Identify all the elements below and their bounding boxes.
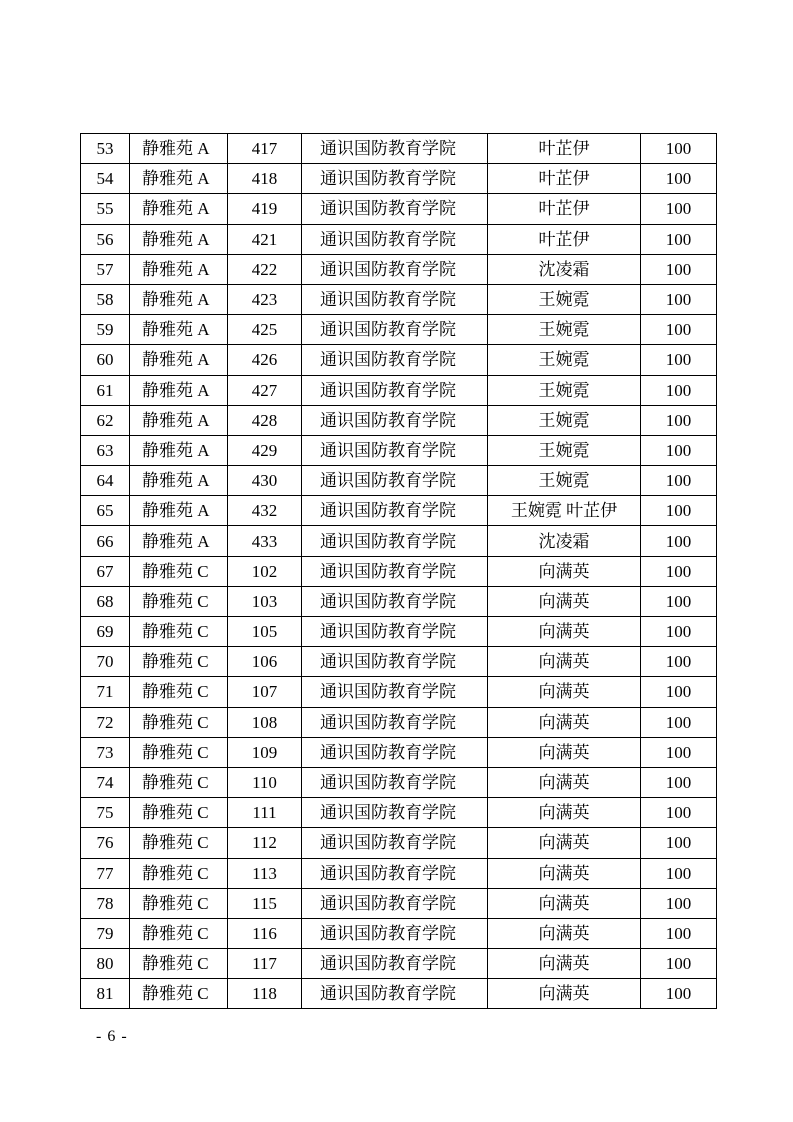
college-cell: 通识国防教育学院	[302, 918, 488, 948]
counselor-cell: 叶芷伊	[488, 134, 641, 164]
counselor-cell: 向满英	[488, 828, 641, 858]
score-cell: 100	[641, 677, 717, 707]
counselor-cell: 王婉霓	[488, 345, 641, 375]
college-cell: 通识国防教育学院	[302, 194, 488, 224]
row-number-cell: 69	[81, 617, 130, 647]
college-cell: 通识国防教育学院	[302, 707, 488, 737]
score-cell: 100	[641, 828, 717, 858]
college-cell: 通识国防教育学院	[302, 496, 488, 526]
building-cell: 静雅苑 C	[130, 828, 228, 858]
page-number: - 6 -	[96, 1028, 128, 1045]
score-cell: 100	[641, 617, 717, 647]
table-row	[81, 918, 717, 948]
table-row	[81, 405, 717, 435]
counselor-cell: 王婉霓	[488, 435, 641, 465]
counselor-cell: 向满英	[488, 737, 641, 767]
room-number-cell: 105	[228, 617, 302, 647]
room-number-cell: 106	[228, 647, 302, 677]
room-number-cell: 116	[228, 918, 302, 948]
dormitory-score-table	[80, 133, 717, 1009]
table-row	[81, 767, 717, 797]
building-cell: 静雅苑 A	[130, 194, 228, 224]
table-row	[81, 707, 717, 737]
table-row	[81, 224, 717, 254]
score-cell: 100	[641, 767, 717, 797]
college-cell: 通识国防教育学院	[302, 466, 488, 496]
table-row	[81, 315, 717, 345]
row-number-cell: 56	[81, 224, 130, 254]
college-cell: 通识国防教育学院	[302, 979, 488, 1009]
score-cell: 100	[641, 556, 717, 586]
building-cell: 静雅苑 C	[130, 617, 228, 647]
room-number-cell: 113	[228, 858, 302, 888]
college-cell: 通识国防教育学院	[302, 858, 488, 888]
counselor-cell: 向满英	[488, 647, 641, 677]
college-cell: 通识国防教育学院	[302, 767, 488, 797]
row-number-cell: 70	[81, 647, 130, 677]
room-number-cell: 428	[228, 405, 302, 435]
row-number-cell: 67	[81, 556, 130, 586]
counselor-cell: 向满英	[488, 798, 641, 828]
college-cell: 通识国防教育学院	[302, 375, 488, 405]
counselor-cell: 向满英	[488, 949, 641, 979]
score-cell: 100	[641, 224, 717, 254]
counselor-cell: 叶芷伊	[488, 194, 641, 224]
row-number-cell: 78	[81, 888, 130, 918]
counselor-cell: 王婉霓	[488, 315, 641, 345]
college-cell: 通识国防教育学院	[302, 677, 488, 707]
score-cell: 100	[641, 526, 717, 556]
room-number-cell: 422	[228, 254, 302, 284]
table-row	[81, 496, 717, 526]
score-cell: 100	[641, 164, 717, 194]
counselor-cell: 叶芷伊	[488, 224, 641, 254]
row-number-cell: 59	[81, 315, 130, 345]
room-number-cell: 111	[228, 798, 302, 828]
row-number-cell: 63	[81, 435, 130, 465]
building-cell: 静雅苑 A	[130, 284, 228, 314]
score-cell: 100	[641, 134, 717, 164]
building-cell: 静雅苑 A	[130, 496, 228, 526]
row-number-cell: 60	[81, 345, 130, 375]
score-cell: 100	[641, 949, 717, 979]
score-cell: 100	[641, 375, 717, 405]
counselor-cell: 叶芷伊	[488, 164, 641, 194]
score-cell: 100	[641, 737, 717, 767]
building-cell: 静雅苑 A	[130, 315, 228, 345]
row-number-cell: 61	[81, 375, 130, 405]
college-cell: 通识国防教育学院	[302, 284, 488, 314]
college-cell: 通识国防教育学院	[302, 828, 488, 858]
score-cell: 100	[641, 647, 717, 677]
room-number-cell: 425	[228, 315, 302, 345]
table-row	[81, 134, 717, 164]
table-row	[81, 949, 717, 979]
room-number-cell: 430	[228, 466, 302, 496]
table-row	[81, 617, 717, 647]
room-number-cell: 427	[228, 375, 302, 405]
counselor-cell: 向满英	[488, 767, 641, 797]
building-cell: 静雅苑 C	[130, 647, 228, 677]
building-cell: 静雅苑 A	[130, 435, 228, 465]
row-number-cell: 74	[81, 767, 130, 797]
building-cell: 静雅苑 C	[130, 858, 228, 888]
room-number-cell: 112	[228, 828, 302, 858]
building-cell: 静雅苑 A	[130, 224, 228, 254]
table-row	[81, 828, 717, 858]
row-number-cell: 81	[81, 979, 130, 1009]
score-cell: 100	[641, 707, 717, 737]
building-cell: 静雅苑 C	[130, 979, 228, 1009]
score-cell: 100	[641, 888, 717, 918]
college-cell: 通识国防教育学院	[302, 526, 488, 556]
table-row	[81, 526, 717, 556]
room-number-cell: 418	[228, 164, 302, 194]
table-row	[81, 194, 717, 224]
table-row	[81, 586, 717, 616]
room-number-cell: 108	[228, 707, 302, 737]
row-number-cell: 79	[81, 918, 130, 948]
building-cell: 静雅苑 A	[130, 134, 228, 164]
room-number-cell: 423	[228, 284, 302, 314]
counselor-cell: 向满英	[488, 556, 641, 586]
row-number-cell: 75	[81, 798, 130, 828]
building-cell: 静雅苑 C	[130, 798, 228, 828]
score-cell: 100	[641, 858, 717, 888]
row-number-cell: 72	[81, 707, 130, 737]
building-cell: 静雅苑 C	[130, 556, 228, 586]
table-row	[81, 466, 717, 496]
counselor-cell: 向满英	[488, 617, 641, 647]
row-number-cell: 76	[81, 828, 130, 858]
counselor-cell: 王婉霓 叶芷伊	[488, 496, 641, 526]
table-body	[81, 134, 717, 1009]
building-cell: 静雅苑 C	[130, 737, 228, 767]
row-number-cell: 64	[81, 466, 130, 496]
counselor-cell: 向满英	[488, 918, 641, 948]
row-number-cell: 57	[81, 254, 130, 284]
score-cell: 100	[641, 315, 717, 345]
table-row	[81, 254, 717, 284]
counselor-cell: 向满英	[488, 888, 641, 918]
row-number-cell: 71	[81, 677, 130, 707]
counselor-cell: 王婉霓	[488, 375, 641, 405]
score-cell: 100	[641, 798, 717, 828]
table-row	[81, 345, 717, 375]
counselor-cell: 沈凌霜	[488, 254, 641, 284]
table-row	[81, 677, 717, 707]
row-number-cell: 68	[81, 586, 130, 616]
score-cell: 100	[641, 979, 717, 1009]
table-row	[81, 435, 717, 465]
score-cell: 100	[641, 586, 717, 616]
college-cell: 通识国防教育学院	[302, 134, 488, 164]
room-number-cell: 432	[228, 496, 302, 526]
row-number-cell: 77	[81, 858, 130, 888]
counselor-cell: 向满英	[488, 586, 641, 616]
building-cell: 静雅苑 C	[130, 707, 228, 737]
college-cell: 通识国防教育学院	[302, 254, 488, 284]
college-cell: 通识国防教育学院	[302, 315, 488, 345]
building-cell: 静雅苑 C	[130, 949, 228, 979]
building-cell: 静雅苑 C	[130, 586, 228, 616]
row-number-cell: 58	[81, 284, 130, 314]
room-number-cell: 426	[228, 345, 302, 375]
table-row	[81, 647, 717, 677]
college-cell: 通识国防教育学院	[302, 345, 488, 375]
score-cell: 100	[641, 435, 717, 465]
room-number-cell: 117	[228, 949, 302, 979]
counselor-cell: 向满英	[488, 707, 641, 737]
college-cell: 通识国防教育学院	[302, 888, 488, 918]
table-row	[81, 556, 717, 586]
room-number-cell: 107	[228, 677, 302, 707]
college-cell: 通识国防教育学院	[302, 435, 488, 465]
building-cell: 静雅苑 A	[130, 466, 228, 496]
score-cell: 100	[641, 284, 717, 314]
row-number-cell: 66	[81, 526, 130, 556]
building-cell: 静雅苑 A	[130, 345, 228, 375]
row-number-cell: 54	[81, 164, 130, 194]
room-number-cell: 421	[228, 224, 302, 254]
college-cell: 通识国防教育学院	[302, 647, 488, 677]
table-row	[81, 888, 717, 918]
building-cell: 静雅苑 A	[130, 405, 228, 435]
building-cell: 静雅苑 A	[130, 254, 228, 284]
room-number-cell: 109	[228, 737, 302, 767]
room-number-cell: 118	[228, 979, 302, 1009]
college-cell: 通识国防教育学院	[302, 164, 488, 194]
college-cell: 通识国防教育学院	[302, 949, 488, 979]
counselor-cell: 王婉霓	[488, 466, 641, 496]
building-cell: 静雅苑 C	[130, 677, 228, 707]
counselor-cell: 向满英	[488, 677, 641, 707]
room-number-cell: 110	[228, 767, 302, 797]
building-cell: 静雅苑 C	[130, 767, 228, 797]
building-cell: 静雅苑 C	[130, 918, 228, 948]
college-cell: 通识国防教育学院	[302, 556, 488, 586]
table-row	[81, 284, 717, 314]
table-row	[81, 737, 717, 767]
score-cell: 100	[641, 405, 717, 435]
table-row	[81, 979, 717, 1009]
college-cell: 通识国防教育学院	[302, 405, 488, 435]
score-cell: 100	[641, 345, 717, 375]
score-cell: 100	[641, 254, 717, 284]
counselor-cell: 向满英	[488, 979, 641, 1009]
building-cell: 静雅苑 A	[130, 164, 228, 194]
counselor-cell: 向满英	[488, 858, 641, 888]
room-number-cell: 102	[228, 556, 302, 586]
room-number-cell: 417	[228, 134, 302, 164]
college-cell: 通识国防教育学院	[302, 224, 488, 254]
college-cell: 通识国防教育学院	[302, 586, 488, 616]
counselor-cell: 沈凌霜	[488, 526, 641, 556]
room-number-cell: 429	[228, 435, 302, 465]
row-number-cell: 55	[81, 194, 130, 224]
room-number-cell: 433	[228, 526, 302, 556]
row-number-cell: 53	[81, 134, 130, 164]
table-row	[81, 164, 717, 194]
row-number-cell: 62	[81, 405, 130, 435]
table-row	[81, 858, 717, 888]
table-row	[81, 798, 717, 828]
room-number-cell: 115	[228, 888, 302, 918]
building-cell: 静雅苑 A	[130, 375, 228, 405]
college-cell: 通识国防教育学院	[302, 798, 488, 828]
counselor-cell: 王婉霓	[488, 284, 641, 314]
score-cell: 100	[641, 466, 717, 496]
row-number-cell: 80	[81, 949, 130, 979]
building-cell: 静雅苑 C	[130, 888, 228, 918]
score-cell: 100	[641, 194, 717, 224]
college-cell: 通识国防教育学院	[302, 617, 488, 647]
row-number-cell: 65	[81, 496, 130, 526]
table-row	[81, 375, 717, 405]
counselor-cell: 王婉霓	[488, 405, 641, 435]
college-cell: 通识国防教育学院	[302, 737, 488, 767]
score-cell: 100	[641, 918, 717, 948]
building-cell: 静雅苑 A	[130, 526, 228, 556]
score-cell: 100	[641, 496, 717, 526]
row-number-cell: 73	[81, 737, 130, 767]
room-number-cell: 419	[228, 194, 302, 224]
room-number-cell: 103	[228, 586, 302, 616]
